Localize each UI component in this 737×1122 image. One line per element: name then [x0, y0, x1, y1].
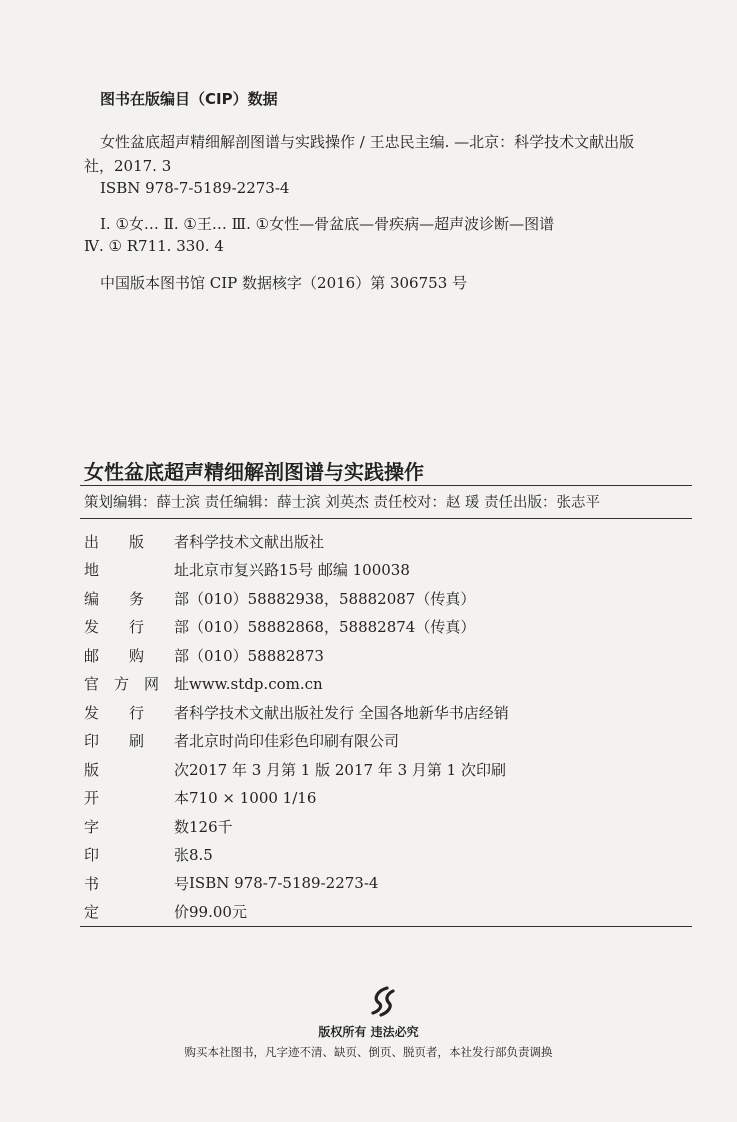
- spec-label-char: 数: [173, 817, 189, 836]
- spec-value: （010）58882873: [189, 646, 324, 665]
- spec-label: [84, 873, 189, 894]
- spec-label-char: 开: [84, 789, 100, 808]
- spec-label-char: 者: [173, 532, 189, 551]
- publisher-logo-icon: [367, 985, 399, 1017]
- cip-subject-line2: Ⅳ. ① R711. 330. 4: [84, 237, 224, 255]
- top-divider: [80, 485, 692, 486]
- cip-heading: 图书在版编目（CIP）数据: [100, 90, 278, 108]
- spec-label-char: 部: [173, 589, 189, 608]
- editors-divider: [80, 518, 692, 519]
- bottom-divider: [80, 926, 692, 927]
- spec-label-char: 邮: [84, 646, 100, 665]
- spec-value: 126千: [189, 817, 233, 836]
- spec-row: [84, 556, 509, 585]
- spec-label: [84, 559, 189, 580]
- spec-value: ISBN 978-7-5189-2273-4: [189, 874, 379, 893]
- spec-label: [84, 901, 189, 922]
- spec-label-char: 址: [173, 561, 189, 580]
- replacement-notice: 购买本社图书，凡字迹不清、缺页、倒页、脱页者，本社发行部负责调换: [184, 1045, 553, 1059]
- spec-value: 2017 年 3 月第 1 版 2017 年 3 月第 1 次印刷: [189, 760, 506, 779]
- book-title: 女性盆底超声精细解剖图谱与实践操作: [84, 460, 424, 484]
- spec-label-char: 地: [84, 561, 100, 580]
- spec-label-char: 书: [84, 874, 100, 893]
- spec-label-char: 价: [173, 903, 189, 922]
- editors-line: 策划编辑：薛士滨 责任编辑：薛士滨 刘英杰 责任校对：赵 瑗 责任出版：张志平: [84, 495, 601, 511]
- spec-label-char: 部: [173, 646, 189, 665]
- spec-label-char: 刷: [128, 732, 144, 751]
- spec-label-char: 张: [173, 846, 189, 865]
- spec-value: 99.00元: [189, 903, 247, 922]
- spec-row: [84, 841, 509, 870]
- spec-row: [84, 670, 509, 699]
- spec-row: [84, 755, 509, 784]
- spec-value: （010）58882938，58882087（传真）: [189, 589, 476, 608]
- spec-label-char: 版: [84, 760, 100, 779]
- spec-label-char: 部: [173, 618, 189, 637]
- spec-row: [84, 869, 509, 898]
- cip-subject-line1: Ⅰ. ①女… Ⅱ. ①王… Ⅲ. ①女性—骨盆底—骨疾病—超声波诊断—图谱: [100, 215, 555, 233]
- spec-label-char: 次: [173, 760, 189, 779]
- spec-label-char: 行: [128, 618, 144, 637]
- spec-label-char: 出: [84, 532, 100, 551]
- spec-label: [84, 673, 189, 694]
- spec-label-char: 版: [128, 532, 144, 551]
- spec-value: www.stdp.com.cn: [189, 674, 323, 693]
- spec-label-char: 编: [84, 589, 100, 608]
- spec-label-char: 址: [173, 675, 189, 694]
- spec-value: 710 × 1000 1/16: [189, 788, 317, 807]
- spec-label: [84, 844, 189, 865]
- spec-label-char: 者: [173, 732, 189, 751]
- spec-row: [84, 812, 509, 841]
- spec-label-char: 印: [84, 732, 100, 751]
- spec-value: 科学技术文献出版社发行 全国各地新华书店经销: [189, 703, 509, 722]
- spec-label-char: 印: [84, 846, 100, 865]
- spec-row: [84, 584, 509, 613]
- spec-value: 科学技术文献出版社: [189, 532, 325, 551]
- spec-row: [84, 641, 509, 670]
- spec-label-char: 方: [113, 675, 129, 694]
- spec-value: 北京时尚印佳彩色印刷有限公司: [189, 732, 400, 751]
- spec-row: [84, 784, 509, 813]
- spec-label-char: 者: [173, 703, 189, 722]
- spec-label: [84, 787, 189, 808]
- spec-label-char: 购: [128, 646, 144, 665]
- spec-row: [84, 613, 509, 642]
- rights-statement: 版权所有 违法必究: [318, 1025, 419, 1039]
- spec-label-char: 发: [84, 618, 100, 637]
- spec-label-char: 定: [84, 903, 100, 922]
- spec-label: [84, 702, 189, 723]
- spec-label-char: 字: [84, 817, 100, 836]
- spec-value: 8.5: [189, 845, 213, 864]
- spec-label-char: 发: [84, 703, 100, 722]
- spec-label: [84, 531, 189, 552]
- spec-label-char: 号: [173, 874, 189, 893]
- spec-value: 北京市复兴路15号 邮编 100038: [189, 561, 410, 580]
- spec-label-char: 务: [128, 589, 144, 608]
- spec-row: [84, 898, 509, 927]
- cip-core-note: 中国版本图书馆 CIP 数据核字（2016）第 306753 号: [100, 274, 468, 292]
- spec-label: [84, 730, 189, 751]
- spec-label: [84, 645, 189, 666]
- spec-label-char: 本: [173, 789, 189, 808]
- spec-table: [84, 527, 509, 926]
- spec-row: [84, 527, 509, 556]
- spec-label: [84, 759, 189, 780]
- spec-label-char: 行: [128, 703, 144, 722]
- spec-label: [84, 616, 189, 637]
- spec-label-char: 官: [84, 675, 100, 694]
- spec-label-char: 网: [143, 675, 159, 694]
- spec-value: （010）58882868，58882874（传真）: [189, 618, 476, 637]
- spec-row: [84, 727, 509, 756]
- cip-description-line2: 社，2017. 3: [84, 157, 172, 175]
- cip-isbn: ISBN 978-7-5189-2273-4: [100, 179, 290, 197]
- spec-label: [84, 816, 189, 837]
- cip-description-line1: 女性盆底超声精细解剖图谱与实践操作 / 王忠民主编. —北京：科学技术文献出版: [100, 133, 635, 151]
- spec-label: [84, 588, 189, 609]
- spec-row: [84, 698, 509, 727]
